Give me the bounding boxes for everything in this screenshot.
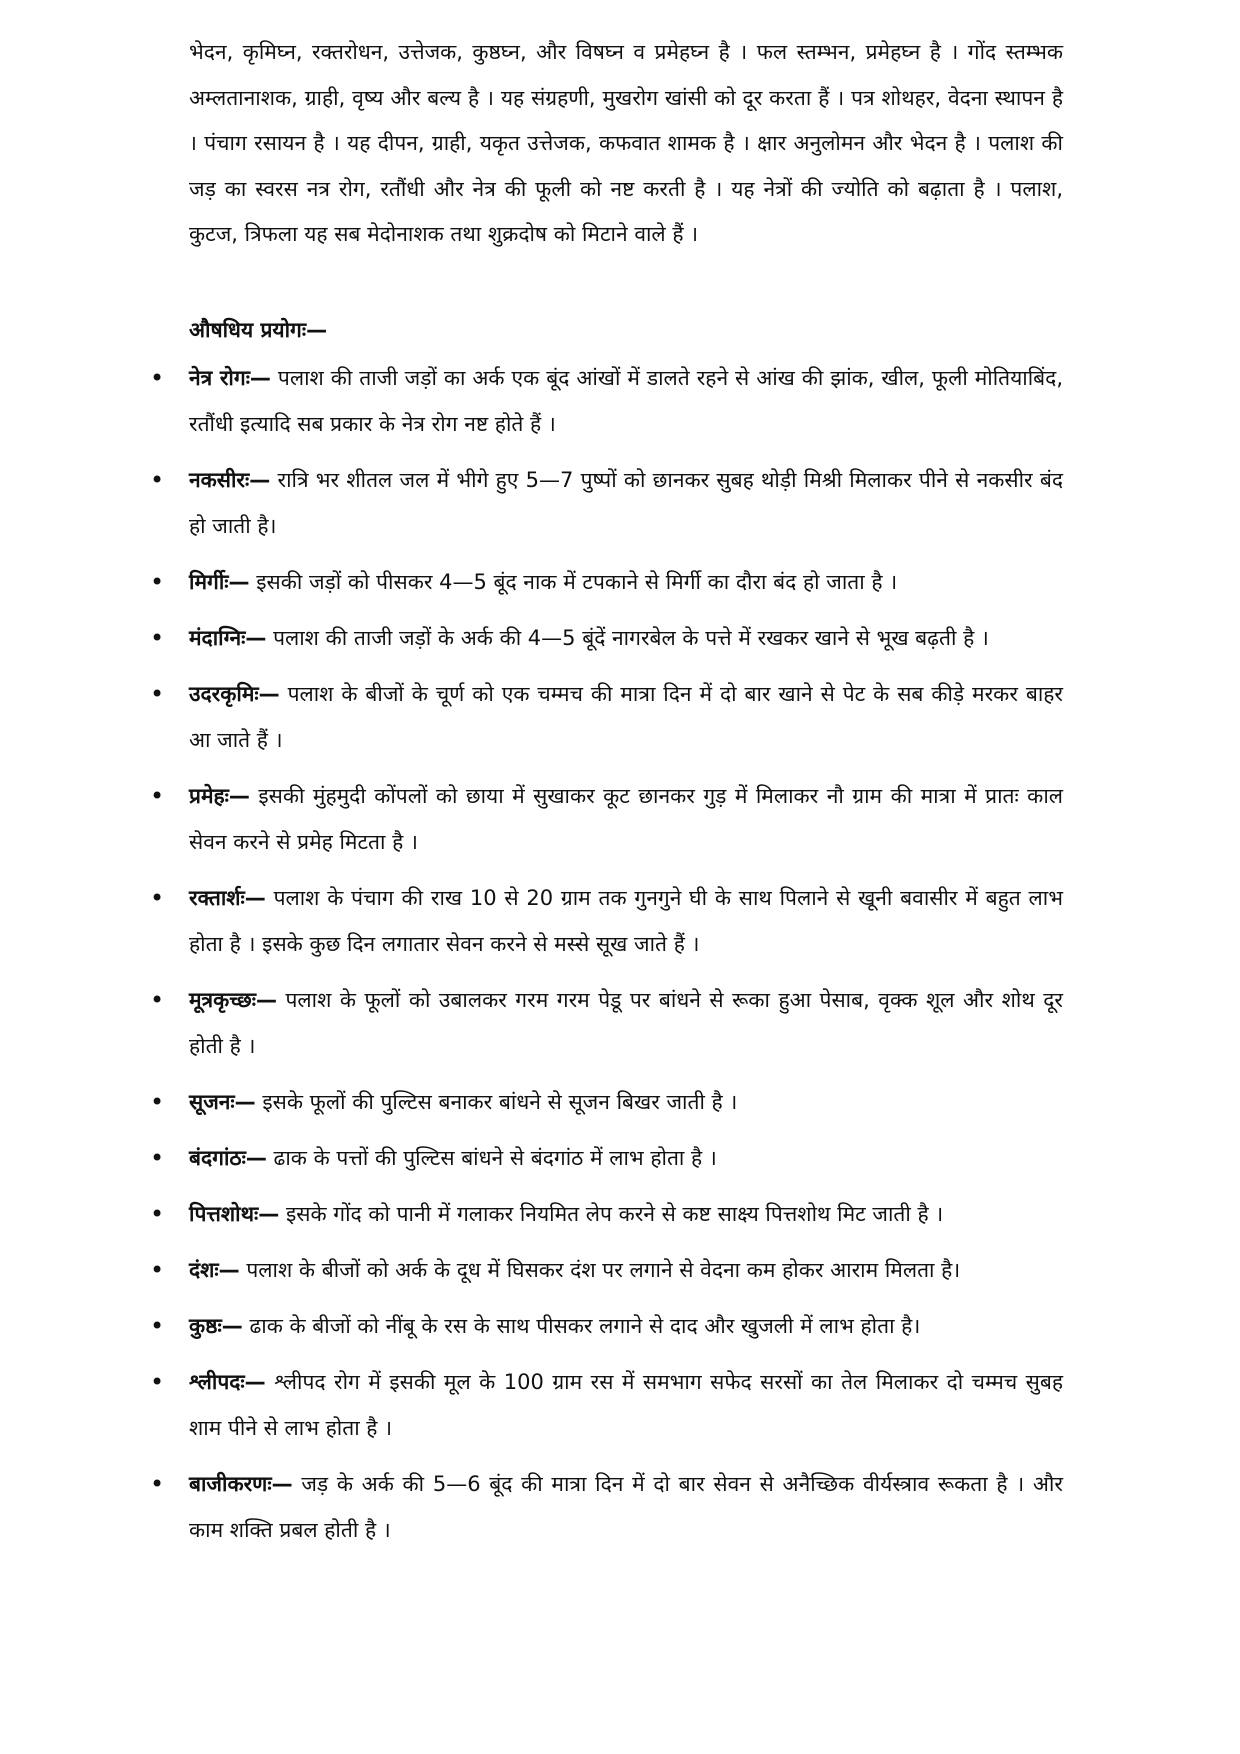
remedy-text: इसके फूलों की पुल्टिस बनाकर बांधने से सूजन बिखर जाती है । [262,1090,738,1114]
list-item [150,1079,1063,1125]
bullet-icon: • [150,1256,165,1284]
list-item [150,559,1063,605]
remedy-text: श्लीपद रोग में इसकी मूल के 100 ग्राम रस में समभाग सफेद सरसों का तेल मिलाकर दो चम्मच सुबह शाम पीने से लाभ होता है । [189,1370,1063,1440]
bullet-icon: • [150,1200,165,1228]
bullet-icon: • [150,1088,165,1116]
list-item [150,671,1063,763]
list-item [150,875,1063,967]
remedy-term: सूजनः— [189,1090,256,1114]
intro-paragraph: भेदन, कृमिघ्न, रक्तरोधन, उत्तेजक, कुष्ठघ्न, और विषघ्न व प्रमेहघ्न है । फल स्तम्भन, प्रमेहघ्न है । गोंद स्तम्भक अम्लतानाशक, ग्राही, वृष्य और बल्य है । यह संग्रहणी, मुखरोग खांसी को दूर करता हैं । पत्र शोथहर, वेदना स्थापन है । पंचाग रसायन है । यह दीपन, ग्राही, यकृत उत्तेजक, कफवात शामक है । क्षार अनुलोमन और भेदन है । पलाश की जड़ का स्वरस नत्र रोग, रतौंधी और नेत्र की फूली को नष्ट करती है । यह नेत्रों की ज्योति को बढ़ाता है । पलाश, कुटज, त्रिफला यह सब मेदोनाशक तथा शुक्रदोष को मिटाने वाले हैं । [189,40,1063,246]
list-item [150,355,1063,447]
bullet-icon: • [150,680,165,708]
remedy-term: मूत्रकृच्छः— [189,988,277,1012]
remedy-term: रक्तार्शः— [189,886,266,910]
bullet-icon: • [150,782,165,810]
bullet-icon: • [150,1312,165,1340]
bullet-icon: • [150,1144,165,1172]
bullet-icon: • [150,364,165,392]
remedy-term: दंशः— [189,1258,240,1282]
list-item [150,977,1063,1069]
bullet-icon: • [150,466,165,494]
remedy-term: उदरकृमिः— [189,682,280,706]
bullet-icon: • [150,884,165,912]
remedy-text: पलाश के बीजों के चूर्ण को एक चम्मच की मात्रा दिन में दो बार खाने से पेट के सब कीड़े मरकर बाहर आ जाते हैं । [189,682,1063,752]
list-item [150,457,1063,549]
remedy-term: प्रमेहः— [189,784,250,808]
list-item [150,1191,1063,1237]
list-item [150,1461,1063,1553]
bullet-icon: • [150,568,165,596]
remedy-term: कुष्ठः— [189,1314,243,1338]
remedy-text: पलाश की ताजी जड़ों का अर्क एक बूंद आंखों में डालते रहने से आंख की झांक, खील, फूली मोतियाबिंद, रतौंधी इत्यादि सब प्रकार के नेत्र रोग नष्ट होते हैं । [189,366,1063,436]
remedy-text: जड़ के अर्क की 5—6 बूंद की मात्रा दिन में दो बार सेवन से अनैच्छिक वीर्यस्त्राव रूकता है । और काम शक्ति प्रबल होती है । [189,1472,1063,1542]
remedy-text: पलाश के बीजों को अर्क के दूध में घिसकर दंश पर लगाने से वेदना कम होकर आराम मिलता है। [246,1258,961,1282]
list-item [150,773,1063,865]
section-heading-medicinal-uses: औषधिय प्रयोगः— [189,318,328,342]
bullet-icon: • [150,1470,165,1498]
remedy-term: नेत्र रोगः— [189,366,271,390]
remedy-text: पलाश की ताजी जड़ों के अर्क की 4—5 बूंदें नागरबेल के पत्ते में रखकर खाने से भूख बढ़ती है । [273,626,989,650]
remedy-text: इसके गोंद को पानी में गलाकर नियमित लेप करने से कष्ट साक्ष्य पित्तशोथ मिट जाती है । [285,1202,944,1226]
remedy-list [150,355,1063,1563]
remedy-term: नकसीरः— [189,468,271,492]
remedy-term: बाजीकरणः— [189,1472,293,1496]
remedy-term: मंदाग्निः— [189,626,267,650]
list-item [150,1135,1063,1181]
bullet-icon: • [150,986,165,1014]
list-item [150,1247,1063,1293]
remedy-term: श्लीपदः— [189,1370,266,1394]
remedy-term: बंदगांठः— [189,1146,267,1170]
remedy-text: पलाश के पंचाग की राख 10 से 20 ग्राम तक गुनगुने घी के साथ पिलाने से खूनी बवासीर में बहुत लाभ होता है । इसके कुछ दिन लगातार सेवन करने से मस्से सूख जाते हैं । [189,886,1063,956]
bullet-icon: • [150,624,165,652]
remedy-text: रात्रि भर शीतल जल में भीगे हुए 5—7 पुष्पों को छानकर सुबह थोड़ी मिश्री मिलाकर पीने से नकसीर बंद हो जाती है। [189,468,1063,538]
list-item [150,1359,1063,1451]
remedy-text: ढाक के बीजों को नींबू के रस के साथ पीसकर लगाने से दाद और खुजली में लाभ होता है। [249,1314,921,1338]
remedy-text: पलाश के फूलों को उबालकर गरम गरम पेडू पर बांधने से रूका हुआ पेसाब, वृक्क शूल और शोथ दूर होती है । [189,988,1063,1058]
remedy-term: मिर्गीः— [189,570,250,594]
list-item [150,1303,1063,1349]
list-item [150,615,1063,661]
remedy-text: इसकी जड़ों को पीसकर 4—5 बूंद नाक में टपकाने से मिर्गी का दौरा बंद हो जाता है । [256,570,898,594]
remedy-term: पित्तशोथः— [189,1202,280,1226]
remedy-text: इसकी मुंहमुदी कोंपलों को छाया में सुखाकर कूट छानकर गुड़ में मिलाकर नौ ग्राम की मात्रा में प्रातः काल सेवन करने से प्रमेह मिटता है । [189,784,1063,854]
remedy-text: ढाक के पत्तों की पुल्टिस बांधने से बंदगांठ में लाभ होता है । [273,1146,717,1170]
bullet-icon: • [150,1368,165,1396]
